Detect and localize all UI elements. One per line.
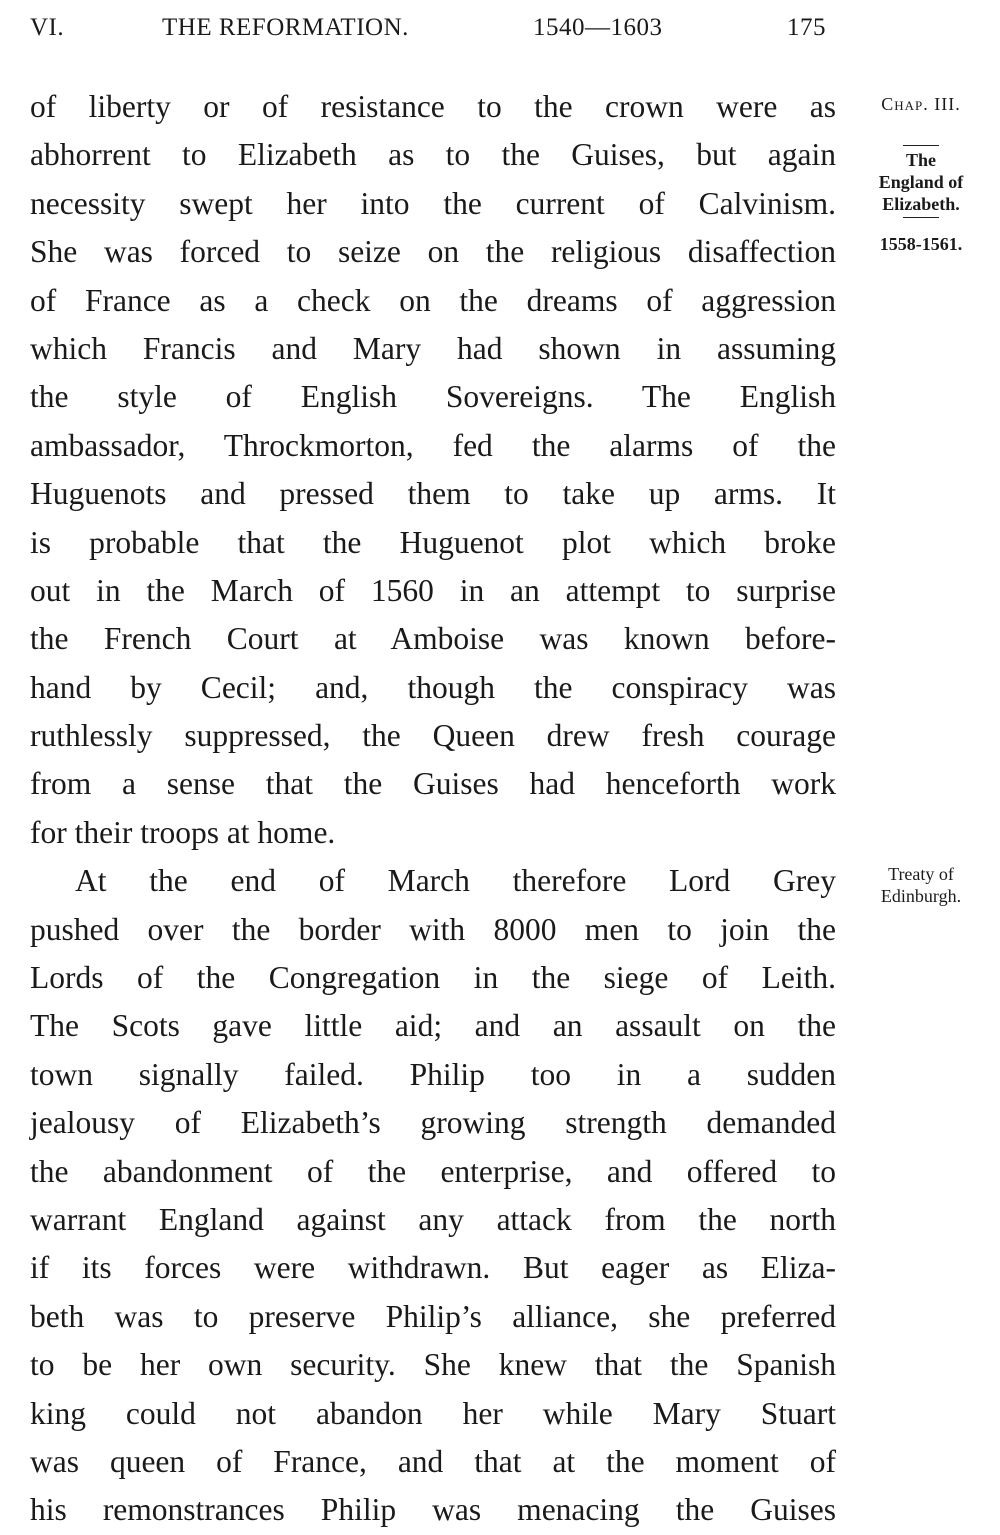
running-head-dates: 1540—1603 [533,14,663,41]
text-line: his remonstrances Philip was menacing the Guises [30,1492,836,1528]
margin-note-chapter: Chap. III. [881,94,961,114]
text-line: At the end of March therefore Lord Grey [75,863,836,899]
running-head-title: THE REFORMATION. [162,14,409,41]
margin-note-treaty-line: Edinburgh. [880,886,962,906]
text-line: town signally failed. Philip too in a sudden [30,1056,836,1092]
text-line: out in the March of 1560 in an attempt to surprise [30,572,836,608]
text-line: for their troops at home. [30,814,336,850]
text-line: abhorrent to Elizabeth as to the Guises, but again [30,137,836,173]
text-line: beth was to preserve Philip’s alliance, she preferred [30,1298,836,1334]
text-line: of France as a check on the dreams of aggression [30,282,836,318]
text-line: from a sense that the Guises had henceforth work [30,766,836,802]
text-line: the French Court at Amboise was known before- [30,621,836,657]
text-line: to be her own security. She knew that the Spanish [30,1347,836,1383]
text-line: Lords of the Congregation in the siege of Leith. [30,960,836,996]
running-head-chapter: VI. [30,14,65,41]
margin-note-topic [846,143,996,221]
body-text [30,83,836,1535]
running-head [0,0,1000,50]
text-line: the style of English Sovereigns. The English [30,379,836,415]
text-line: was queen of France, and that at the moment of [30,1443,836,1479]
text-line: necessity swept her into the current of Calvinism. [30,185,836,221]
text-line: The Scots gave little aid; and an assault on the [30,1008,836,1044]
text-line: the abandonment of the enterprise, and offered to [30,1153,836,1189]
text-line: of liberty or of resistance to the crown were as [30,89,836,124]
text-line: ambassador, Throckmorton, fed the alarms of the [30,427,836,463]
margin-note-treaty-line: Treaty of [888,864,954,884]
text-line: pushed over the border with 8000 men to join the [30,911,836,947]
margin-note-treaty [846,863,996,907]
text-line: which Francis and Mary had shown in assuming [30,330,836,366]
paragraph-1 [30,83,836,857]
text-line: jealousy of Elizabeth’s growing strength demanded [30,1105,836,1141]
page-number: 175 [787,14,826,41]
margin-rule [903,145,939,146]
margin-note-topic-line: England of [878,172,964,192]
text-line: is probable that the Huguenot plot which broke [30,524,836,560]
text-line: warrant England against any attack from the north [30,1201,836,1237]
margin-rule [903,217,939,218]
text-line: She was forced to seize on the religious disaffection [30,234,836,270]
text-line: if its forces were withdrawn. But eager as Eliza- [30,1250,836,1286]
text-line: hand by Cecil; and, though the conspiracy was [30,669,836,705]
margin-note-topic-line: Elizabeth. [882,194,960,214]
margin-note-years: 1558-1561. [879,234,963,254]
text-line: king could not abandon her while Mary Stuart [30,1395,836,1431]
paragraph-2 [30,857,836,1534]
margin-note-topic-line: The [905,150,936,170]
text-line: Huguenots and pressed them to take up arms. It [30,476,836,512]
text-line: ruthlessly suppressed, the Queen drew fresh courage [30,718,836,754]
